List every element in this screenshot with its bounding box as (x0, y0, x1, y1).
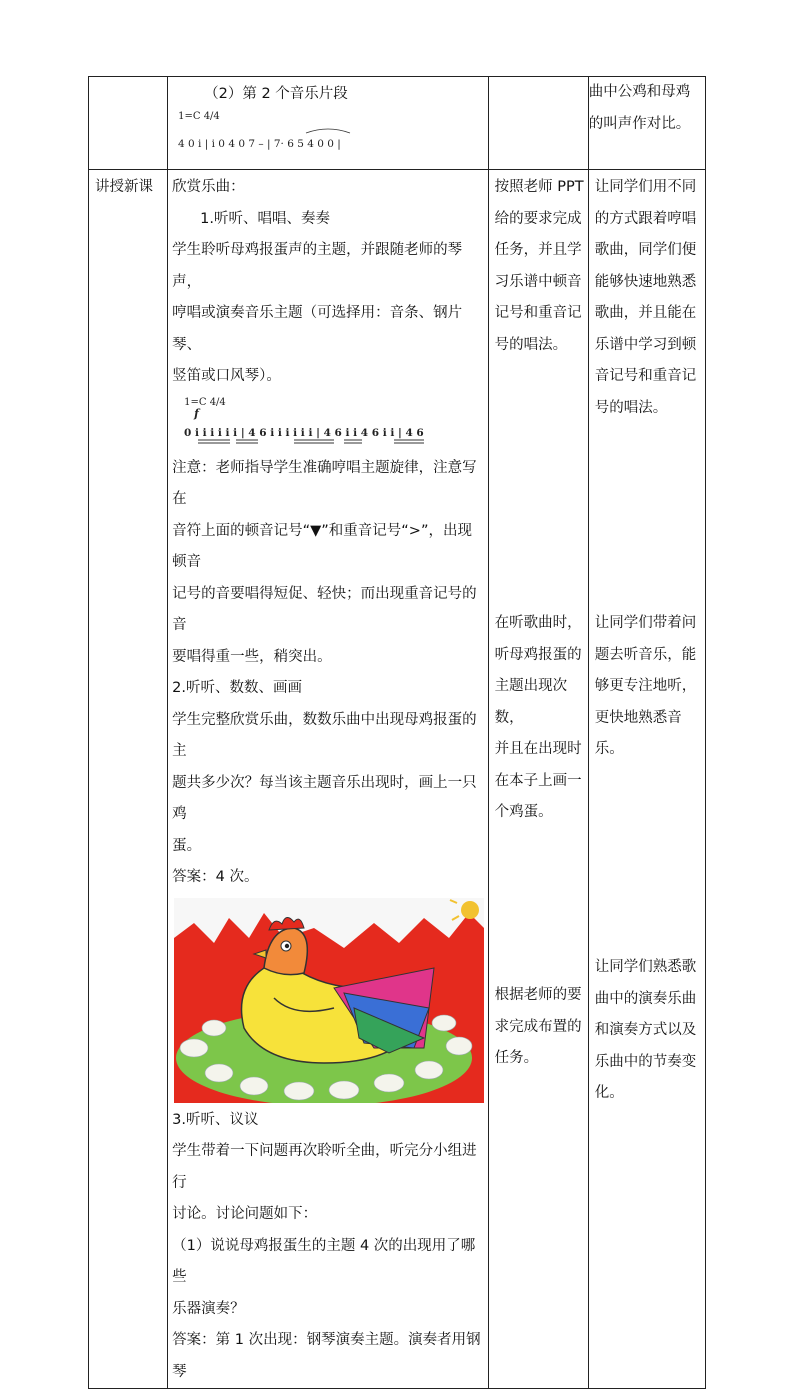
step2-line: 题共多少次？每当该主题音乐出现时，画上一只鸡 (172, 774, 477, 822)
activity-line: 主题出现次数， (494, 678, 568, 726)
score-key: 1=C 4/4 (184, 396, 226, 408)
purpose-line: 让同学们熟悉歌 (594, 959, 697, 975)
purpose-block-1 (595, 172, 702, 424)
answer-line: 答案：第 1 次出现：钢琴演奏主题。演奏者用钢琴 (172, 1332, 481, 1380)
purpose-line: 题去听音乐，能 (594, 646, 697, 663)
activity-line: 记号和重音记 (494, 305, 582, 321)
activity-line: 给的要求完成 (494, 210, 582, 227)
purpose-line: 更快地熟悉音乐。 (594, 709, 682, 757)
content-heading: 欣赏乐曲： (172, 179, 245, 195)
purpose-line: 让同学们用不同 (594, 179, 697, 195)
lesson-plan-table (88, 76, 706, 1389)
activity-line: 在听歌曲时， (494, 615, 582, 631)
score-key: 1=C 4/4 (178, 111, 220, 122)
score-notes: 4 0 i | i 0 4 0 7̇ – | 7· 6 5 4 0 0 | (178, 138, 341, 150)
activity-cell-empty (488, 77, 588, 170)
step2-line: 蛋。 (172, 837, 202, 854)
purpose-line: 乐谱中学习到顿 (594, 336, 697, 353)
hen-drawing-image (174, 898, 484, 1103)
purpose-line: 化。 (594, 1085, 624, 1101)
purpose-line: 够更专注地听， (594, 678, 697, 694)
answer-line: 答案：4 次。 (172, 869, 259, 885)
student-activity-block-1 (495, 172, 585, 361)
purpose-line: 歌曲，同学们便 (594, 242, 697, 258)
table-row (89, 170, 706, 1389)
step1-title: 1.听听、唱唱、奏奏 (200, 210, 330, 227)
activity-line: 根据老师的要 (494, 987, 582, 1003)
step3-line: 学生带着一下问题再次聆听全曲，听完分小组进行 (172, 1143, 477, 1191)
purpose-line: 让同学们带着问 (594, 615, 697, 631)
activity-line: 任务，并且学 (494, 242, 582, 258)
note-line: 音符上面的顿音记号“▼”和重音记号“>”，出现顿音 (172, 522, 472, 570)
score-notes: 0 i i i i i i | 4 6 i i i i i i | 4 6 i i 4 6 i i | 4 6 (184, 426, 424, 439)
question-line: 乐器演奏？ (172, 1300, 245, 1317)
purpose-line: 和演奏方式以及 (594, 1022, 697, 1038)
activity-line: 听母鸡报蛋的 (494, 646, 582, 663)
step1-line: 学生聆听母鸡报蛋声的主题，并跟随老师的琴声， (172, 242, 463, 290)
content-cell (168, 170, 489, 1389)
section-heading: （2）第 2 个音乐片段 (204, 86, 348, 102)
stage-label: 讲授新课 (95, 179, 153, 195)
purpose-block-3 (595, 952, 705, 1110)
student-activity-block-2 (495, 608, 588, 829)
step2-line: 学生完整欣赏乐曲，数数乐曲中出现母鸡报蛋的主 (172, 711, 477, 759)
step1-line: 竖笛或口风琴）。 (172, 368, 281, 384)
content-cell (168, 77, 489, 170)
score-dynamic: f (194, 406, 199, 420)
activity-line: 按照老师 PPT (494, 179, 584, 195)
step1-line: 哼唱或演奏音乐主题（可选择用：音条、钢片琴、 (172, 305, 463, 353)
stage-cell-empty (89, 77, 168, 170)
purpose-line: 乐曲中的节奏变 (594, 1053, 697, 1070)
purpose-line: 歌曲，并且能在 (594, 305, 697, 321)
student-activity-cell (488, 170, 588, 1389)
activity-line: 在本子上画一 (494, 772, 582, 789)
hen-illustration (174, 898, 484, 1103)
activity-line: 习乐谱中顿音 (494, 273, 582, 290)
purpose-cell (588, 170, 705, 1389)
purpose-line: 的叫声作对比。 (588, 115, 691, 132)
activity-line: 任务。 (494, 1050, 539, 1066)
purpose-block-2 (595, 608, 705, 766)
music-score-fragment-2 (168, 111, 488, 157)
activity-line: 求完成布置的 (494, 1018, 582, 1035)
purpose-line: 的方式跟着哼唱 (594, 210, 697, 227)
step2-title: 2.听听、数数、画画 (172, 680, 302, 696)
student-activity-block-3 (495, 980, 588, 1075)
purpose-line: 能够快速地熟悉 (594, 273, 697, 290)
note-line: 要唱得重一些，稍突出。 (172, 648, 332, 665)
stage-cell (89, 170, 168, 1389)
purpose-line: 号的唱法。 (594, 399, 668, 416)
purpose-line: 音记号和重音记 (594, 368, 697, 384)
purpose-cell (588, 77, 705, 170)
table-row (89, 77, 706, 170)
note-line: 记号的音要唱得短促、轻快；而出现重音记号的音 (172, 585, 477, 633)
activity-line: 个鸡蛋。 (494, 804, 553, 820)
note-line: 注意：老师指导学生准确哼唱主题旋律，注意写在 (172, 459, 477, 507)
question-line: （1）说说母鸡报蛋生的主题 4 次的出现用了哪些 (172, 1237, 476, 1285)
score-notation (178, 123, 478, 157)
score-notation (184, 419, 484, 449)
purpose-line: 曲中公鸡和母鸡 (588, 84, 691, 100)
activity-line: 号的唱法。 (494, 336, 568, 353)
purpose-line: 曲中的演奏乐曲 (594, 990, 697, 1007)
music-score-theme (172, 397, 485, 453)
activity-line: 并且在出现时 (494, 741, 582, 757)
step3-line: 讨论。讨论问题如下： (172, 1206, 318, 1222)
step3-title: 3.听听、议议 (172, 1111, 259, 1128)
